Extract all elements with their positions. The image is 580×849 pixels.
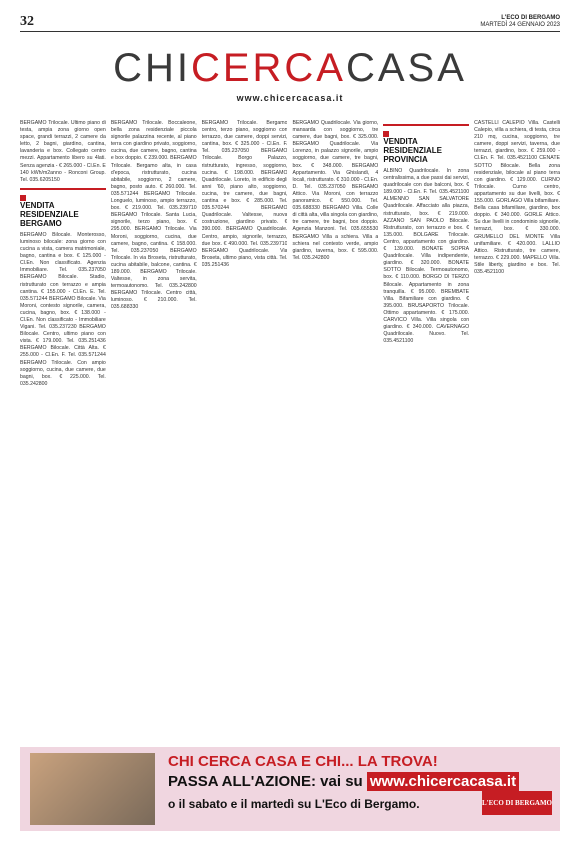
listing-text: ALBINO Quadrilocale. In zona centralissima, a due passi dai servizi, quadrilocale con due balconi, box. € 189.000 - Cl.En. F. Tel. 035.4521100 ALMENNO SAN SALVATORE Quadrilocale. Affacciato alla piazza, ristrutturato, box. € 219.000. AZZANO SAN PAOLO Bilocale. Ristrutturato, con terrazzo e box. € 135.000. BOLGARE Trilocale. Centro, appartamento con giardino. € 139.000. BONATE SOPRA Quadrilocale. Villa indipendente, giardino. € 320.000. BONATE SOTTO Bilocale. Termoautonomo, box. € 110.000. BORGO DI TERZO Bilocale. Appartamento in zona tranquilla. € 95.000. BREMBATE Villa. Bifamiliare con giardino. € 395.000. BRUSAPORTO Trilocale. Ottimo appartamento. € 175.000. CARVICO Villa. Villa singola con giardino. € 340.000. CAVERNAGO Quadrilocale. Nuovo. Tel. 035.4521100 [383, 168, 470, 345]
banner-cta [168, 773, 519, 790]
banner-headline: CHI CERCA CASA E CHI... LA TROVA! [168, 753, 438, 770]
listing-text: BERGAMO Quadrilocale. Via giorno, mansarda con soggiorno, tre camere, due bagni, box. € 325.000. BERGAMO Quadrilocale. Via Lorenzo, in palazzo signorile, ampio soggiorno, due camere, tre bagni, box. € 348.000. BERGAMO Appartamento. Via Ghislandi, 4 locali, ristrutturato. € 310.000 - Cl.En. D. Tel. 035.237050 BERGAMO Attico. Via Moroni, con terrazzo panoramico. € 550.000. Tel. 035.688330 BERGAMO Villa. Colle di città alta, villa singola con giardino, tre camere, tre bagni, box doppio. Agenzia Manzoni. Tel. 035.655530 BERGAMO Villa a schiera. Villa a schiera nel contesto verde, ampio giardino, taverna, box. € 595.000. Tel. 035.242800 [292, 120, 379, 261]
banner-cta-text: PASSA ALL'AZIONE: vai su [168, 773, 363, 790]
listing-text: CASTELLI CALEPIO Villa. Castelli Calepio, villa a schiera, di testa, circa 210 mq, cucina, soggiorno, tre camere, doppi servizi, taverna, due terrazzi, giardino, box. € 259.000 - Cl.En. F. Tel. 035.4521100 CENATE SOTTO Bilocale. Bella zona residenziale, bilocale al piano terra con giardino. € 129.000. CURNO Trilocale. Curno centro, appartamento su due livelli, box. € 155.000. GORLAGO Villa bifamiliare. Bella casa bifamiliare, giardino, box doppio. € 340.000. GORLE Attico. Su due livelli in condominio signorile, terrazzi, box. € 330.000. GRUMELLO DEL MONTE Villa unifamiliare. € 420.000. LALLIO Attico. Ristrutturato, tre camere, terrazzo. € 229.000. MAPELLO Villa. Stile liberty, giardino e box. Tel. 035.4521100 [474, 120, 560, 275]
masthead-cerca: CERCA [190, 46, 346, 90]
promo-banner[interactable] [20, 747, 560, 831]
masthead [20, 48, 560, 88]
section-header-provincia [383, 124, 469, 164]
banner-photo [30, 753, 155, 825]
listings-columns [20, 120, 560, 740]
column-4 [292, 120, 378, 740]
section-header-bergamo [20, 188, 106, 228]
column-1 [20, 120, 106, 740]
header-rule [20, 31, 560, 32]
listing-text: BERGAMO Trilocale. Bergamo centro, terzo piano, soggiorno con terrazzo, due camere, doppi servizi, cantina, box. € 325.000 - Cl.En. F. Tel. 035.237050 BERGAMO Trilocale. Borgo Palazzo, ristrutturato, ingresso, soggiorno, cucina. € 198.000. BERGAMO Quadrilocale. Loreto, in edificio degli anni '60, piano alto, soggiorno, cucina, tre camere, due bagni, cantina e box. € 285.000. Tel. 035.570244 BERGAMO Quadrilocale. Valtesse, nuova costruzione, giardino privato. € 390.000. BERGAMO Quadrilocale. Centro, ampio, signorile, terrazzo, due box. € 490.000. Tel. 035.239710 BERGAMO Quadrilocale. Via Broseta, ultimo piano, vista città. Tel. 035.251436 [201, 120, 288, 268]
issue-date: MARTEDÌ 24 GENNAIO 2023 [480, 22, 560, 28]
column-5 [383, 120, 469, 740]
section-title: VENDITA RESIDENZIALE PROVINCIA [383, 137, 442, 164]
masthead-chi: CHI [113, 46, 191, 90]
listing-text: BERGAMO Bilocale. Monterosso, luminoso bilocale: zona giorno con cucina a vista, camera matrimoniale, bagno, cantina e box. € 125.000 - Cl.En. Non classificato. Agenzia Immobiliare. Tel. 035.237050 BERGAMO Bilocale. Stadio, ristrutturato con terrazzo e ampia cantina. € 155.000 - Cl.En. E. Tel. 035.571244 BERGAMO Bilocale. Via Moroni, contesto signorile, camera, cucina, bagno, box. € 138.000 - Cl.En. Non classificato - Immobiliare Vigani. Tel. 035.237230 BERGAMO Bilocale. Centro, ultimo piano con vista. € 179.000. Tel. 035.251436 BERGAMO Bilocale. Città Alta. € 255.000 - Cl.En. F. Tel. 035.571244 BERGAMO Trilocale. Con ampio soggiorno, cucina, due camere, due bagni, box. € 225.000. Tel. 035.242800 [20, 231, 106, 387]
newspaper-logo: L'ECO DI BERGAMO [482, 791, 552, 815]
column-6 [474, 120, 560, 740]
column-2 [111, 120, 197, 740]
page-number: 32 [20, 14, 34, 29]
paper-title: L'ECO DI BERGAMO [501, 15, 560, 21]
banner-url[interactable]: www.chicercacasa.it [367, 772, 519, 791]
banner-subline: o il sabato e il martedì su L'Eco di Bergamo. [168, 797, 420, 811]
listing-text: BERGAMO Trilocale. Ultimo piano di testa, ampia zona giorno open space, grandi terrazzi, 2 camere da letto, 2 bagni, giardino, cantina, lavanderia e box. Collegato centro mezzi. Appartamento libero su 4lati. Senza agenzia - € 265.000 - Cl.En. E 140 kWh/m2anno - Ronconi Group. Tel. 035.6205150 [20, 120, 106, 183]
newspaper-name [480, 15, 560, 29]
masthead-casa: CASA [345, 46, 467, 90]
listing-text: BERGAMO Trilocale. Boccaleone, bella zona residenziale piccola signorile palazzina recente, al piano terra con giardino privato, soggiorno, cucina, due camere, bagno, cantina e box doppio. € 239.000. BERGAMO Trilocale. Bergamo alta, in casa d'epoca, ristrutturato, cucina abitabile, soggiorno, 2 camere, bagno, posto auto. € 260.000. Tel. 035.571244 BERGAMO Trilocale. Longuelo, luminoso, ampio terrazzo, box. € 219.000. Tel. 035.239710 BERGAMO Trilocale. Santa Lucia, signorile, terzo piano, box. € 295.000. BERGAMO Trilocale. Via Moroni, soggiorno, cucina, due camere, bagno, cantina. € 158.000. Tel. 035.237050 BERGAMO Trilocale. In via Broseta, ristrutturato, cucina abitabile, balcone, cantina. € 189.000. BERGAMO Trilocale. Valtesse, in zona servita, termoautonomo. Tel. 035.242800 BERGAMO Trilocale. Centro città, luminoso. € 210.000. Tel. 035.688330 [110, 120, 197, 311]
section-title: VENDITA RESIDENZIALE BERGAMO [20, 200, 79, 228]
site-url[interactable]: www.chicercacasa.it [236, 93, 344, 103]
column-3 [202, 120, 288, 740]
